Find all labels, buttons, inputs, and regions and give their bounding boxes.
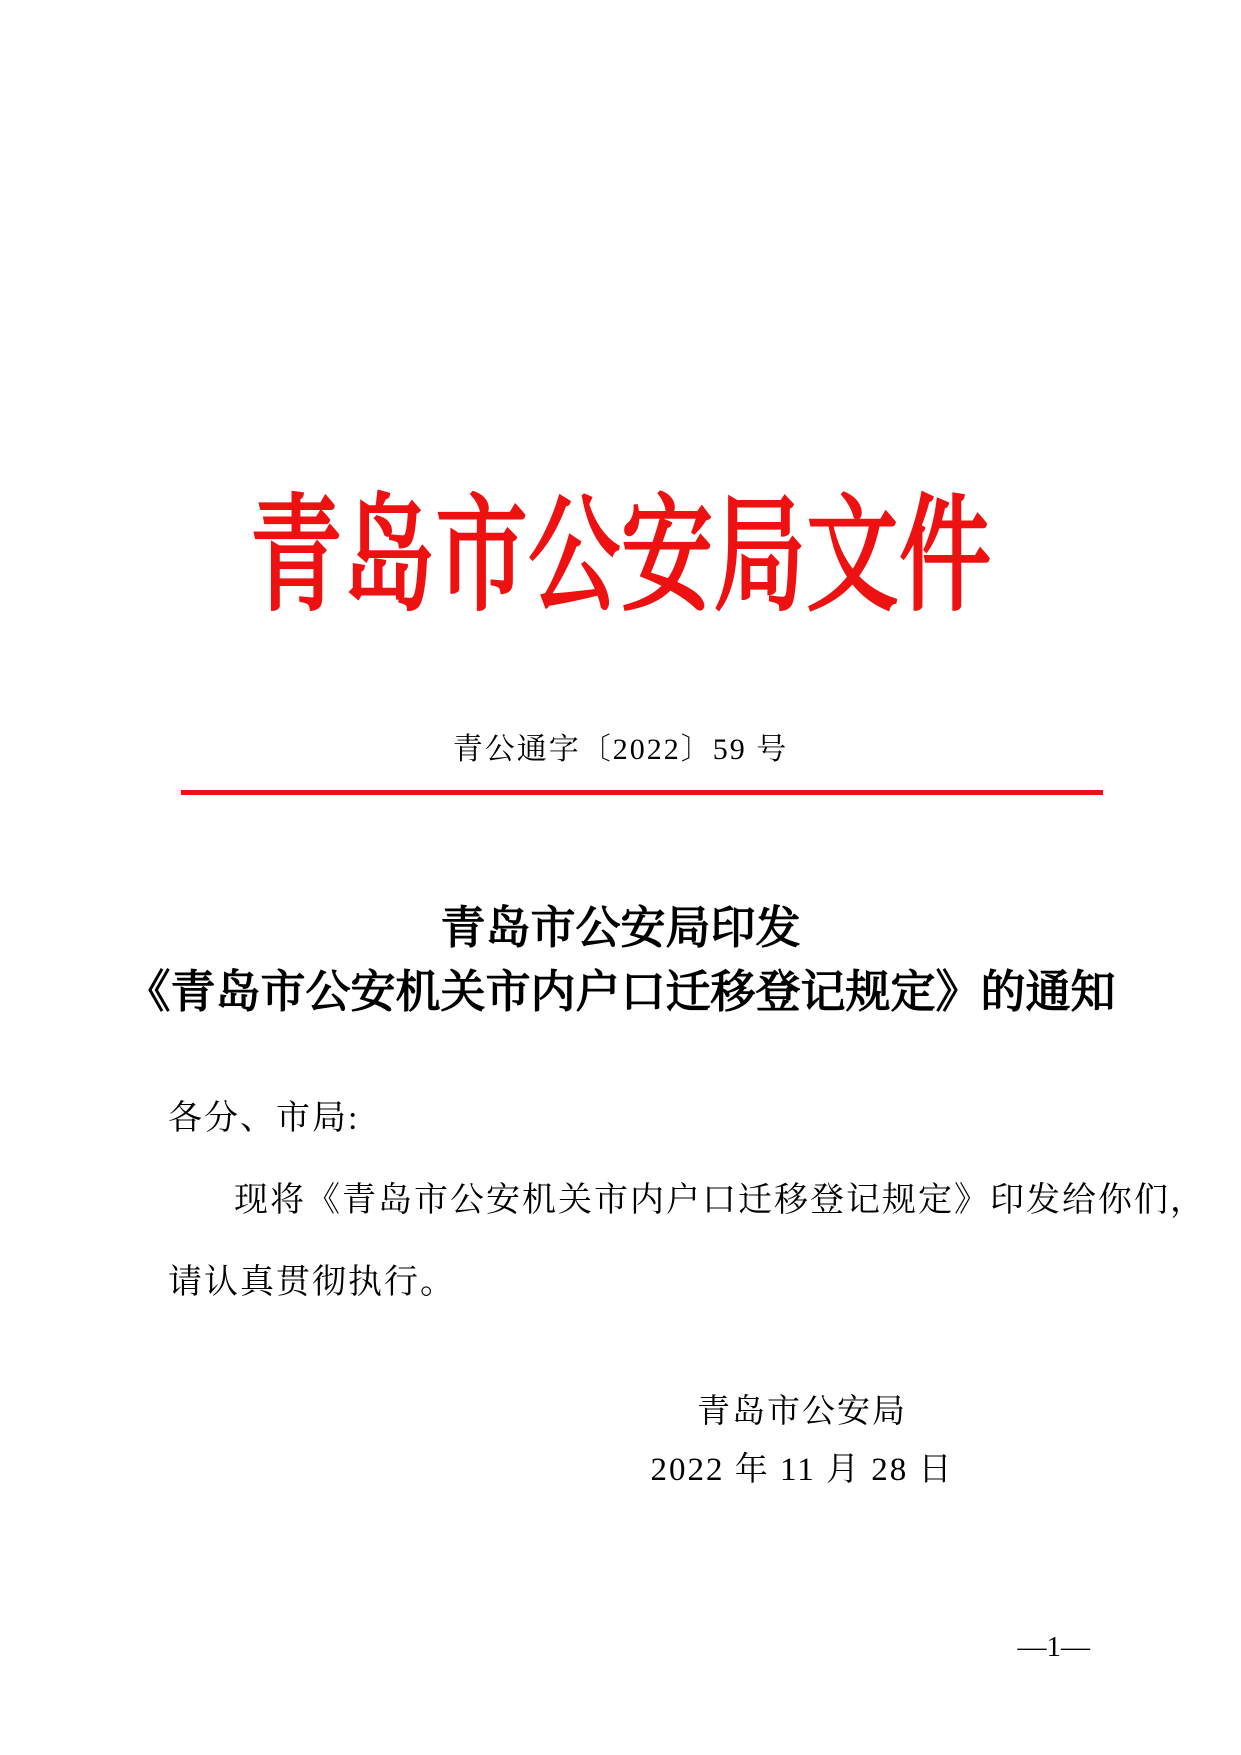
salutation: 各分、市局: xyxy=(168,1100,360,1137)
letterhead-title: 青岛市公安局文件 xyxy=(249,488,992,627)
notice-title xyxy=(0,896,1241,1024)
paragraph-line-1: 现将《青岛市公安机关市内户口迁移登记规定》印发给你们， xyxy=(234,1182,1206,1219)
letterhead xyxy=(0,448,1241,643)
page-number: —1— xyxy=(1017,1631,1090,1663)
notice-title-line1: 青岛市公安局印发 xyxy=(440,903,801,953)
signature-date: 2022 年 11 月 28 日 xyxy=(650,1452,954,1488)
paragraph-line-2: 请认真贯彻执行。 xyxy=(168,1264,456,1301)
red-divider-line xyxy=(181,790,1103,795)
notice-title-line2: 《青岛市公安机关市内户口迁移登记规定》的通知 xyxy=(125,967,1116,1017)
notice-body xyxy=(168,1078,1206,1324)
doc-number: 青公通字〔2022〕59 号 xyxy=(452,733,789,766)
signature-block xyxy=(502,1383,1102,1499)
signature-organization: 青岛市公安局 xyxy=(697,1394,907,1430)
